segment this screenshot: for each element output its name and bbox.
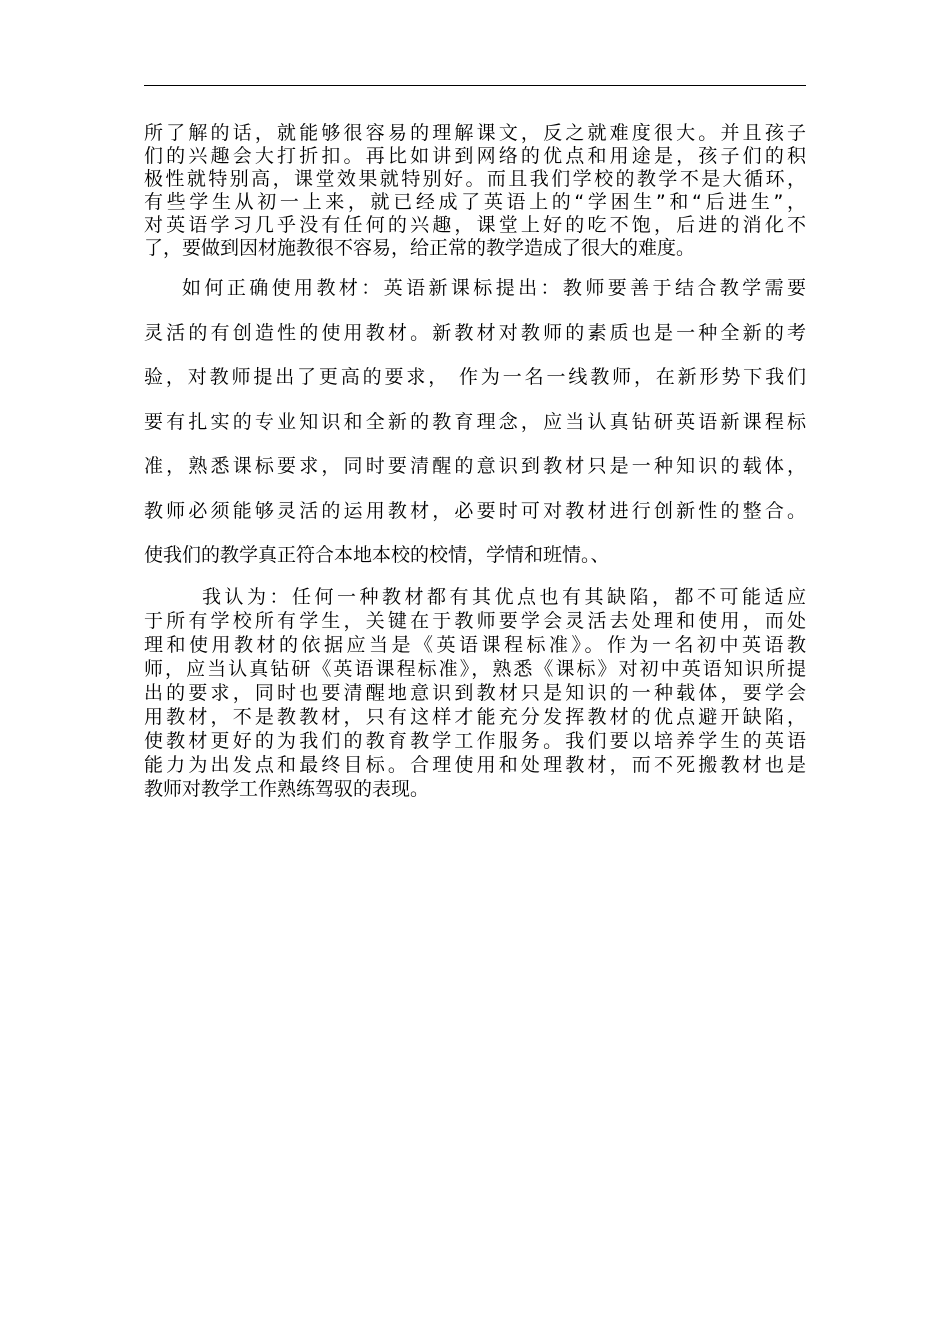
- text-line: 理和使用教材的依据应当是《英语课程标准》。作为一名初中英语教: [144, 634, 806, 656]
- text-line: 于所有学校所有学生，关键在于教师要学会灵活去处理和使用，而处: [144, 610, 806, 632]
- paragraph-opinion: [144, 585, 806, 801]
- header-rule: [144, 85, 806, 86]
- text-line: 们的兴趣会大打折扣。再比如讲到网络的优点和用途是，孩子们的积: [144, 145, 806, 167]
- text-line: 如何正确使用教材：英语新课标提出：教师要善于结合教学需要: [182, 277, 806, 299]
- text-line: 教师必须能够灵活的运用教材，必要时可对教材进行创新性的整合。: [144, 499, 806, 522]
- text-line: 灵活的有创造性的使用教材。新教材对教师的素质也是一种全新的考: [144, 321, 806, 344]
- text-line: 准，熟悉课标要求，同时要清醒的意识到教材只是一种知识的载体，: [144, 455, 806, 477]
- text-line: 教师对教学工作熟练驾驭的表现。: [144, 778, 430, 800]
- text-line: 所了解的话，就能够很容易的理解课文，反之就难度很大。并且孩子: [144, 122, 806, 144]
- text-line: 要有扎实的专业知识和全新的教育理念，应当认真钻研英语新课程标: [144, 410, 806, 433]
- text-line: 极性就特别高，课堂效果就特别好。而且我们学校的教学不是大循环，: [144, 168, 806, 190]
- text-line: 验，对教师提出了更高的要求， 作为一名一线教师，在新形势下我们: [144, 366, 806, 388]
- text-line: 了，要做到因材施教很不容易，给正常的教学造成了很大的难度。: [144, 237, 696, 259]
- text-line: 出的要求，同时也要清醒地意识到教材只是知识的一种载体，要学会: [144, 682, 806, 704]
- text-line: 使教材更好的为我们的教育教学工作服务。我们要以培养学生的英语: [144, 730, 806, 752]
- text-line: 有些学生从初一上来，就已经成了英语上的“学困生”和“后进生”，: [144, 191, 806, 213]
- text-line: 对英语学习几乎没有任何的兴趣，课堂上好的吃不饱，后进的消化不: [144, 214, 806, 236]
- paragraph-textbook-usage: [144, 273, 806, 585]
- text-line: 师，应当认真钻研《英语课程标准》，熟悉《课标》对初中英语知识所提: [144, 658, 806, 680]
- text-line: 使我们的教学真正符合本地本校的校情，学情和班情。、: [144, 544, 610, 566]
- text-line: 用教材，不是教教材，只有这样才能充分发挥教材的优点避开缺陷，: [144, 706, 806, 728]
- text-line: 能力为出发点和最终目标。合理使用和处理教材，而不死搬教材也是: [144, 754, 806, 776]
- text-line: 我认为：任何一种教材都有其优点也有其缺陷，都不可能适应: [202, 586, 806, 608]
- paragraph-class-situation: [144, 122, 806, 260]
